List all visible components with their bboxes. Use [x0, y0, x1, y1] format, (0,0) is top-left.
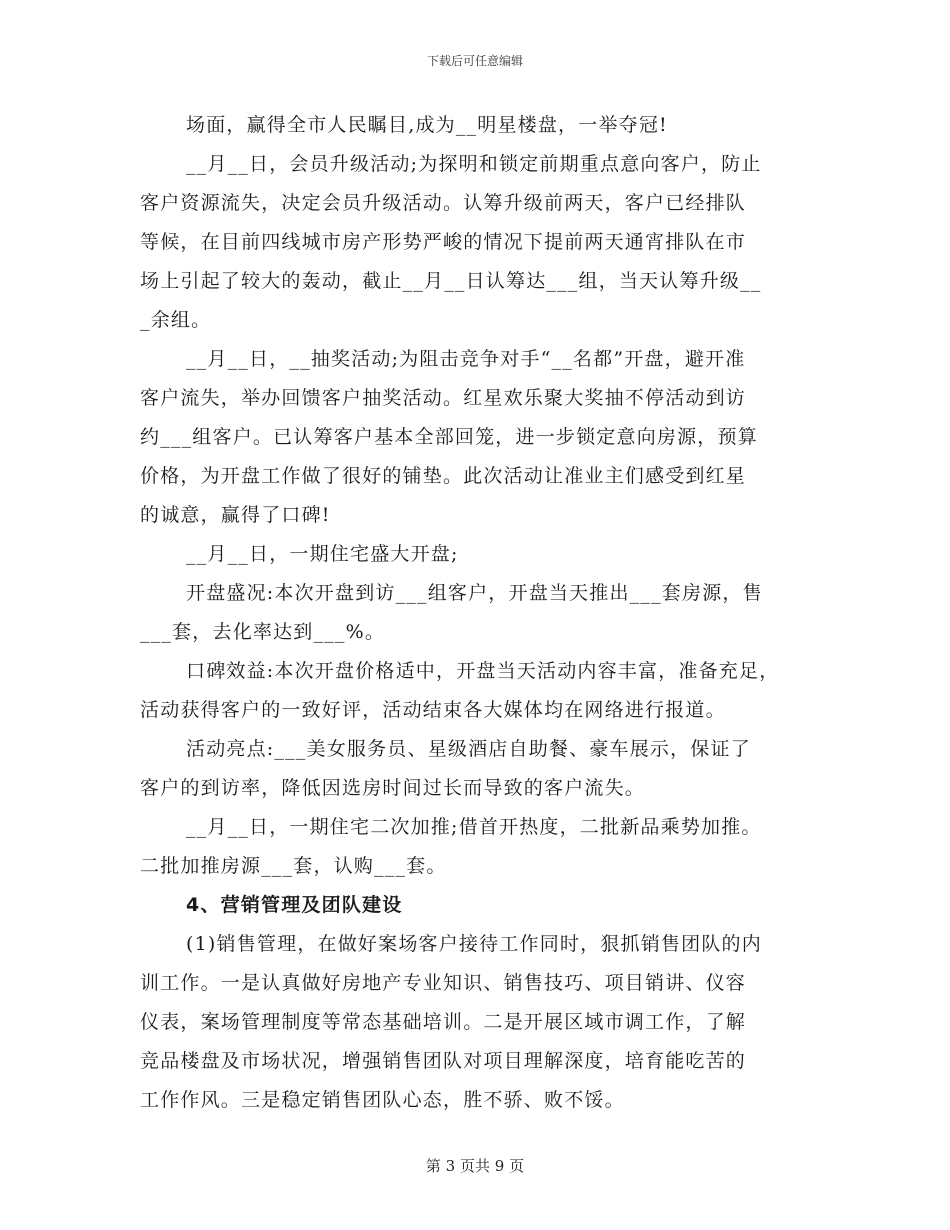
text-line: 活动获得客户的一致好评，活动结束各大媒体均在网络进行报道。	[140, 699, 726, 721]
text-line: __月__日，会员升级活动;为探明和锁定前期重点意向客户，防止	[186, 153, 762, 175]
text-line: 仪表，案场管理制度等常态基础培训。二是开展区域市调工作，了解	[140, 1011, 747, 1033]
text-line: 口碑效益:本次开盘价格适中，开盘当天活动内容丰富，准备充足，	[186, 660, 780, 682]
text-line: 价格，为开盘工作做了很好的铺垫。此次活动让准业主们感受到红星	[140, 465, 747, 487]
page-footer: 第 3 页共 9 页	[425, 1157, 525, 1175]
section-heading: 4、营销管理及团队建设	[186, 894, 403, 916]
text-line: 客户资源流失，决定会员升级活动。认筹升级前两天，客户已经排队	[140, 192, 747, 214]
page-header: 下载后可任意编辑	[426, 54, 523, 68]
text-line: 客户的到访率，降低因选房时间过长而导致的客户流失。	[140, 777, 646, 799]
text-line: 二批加推房源___套，认购___套。	[140, 855, 447, 877]
text-line: __月__日，一期住宅盛大开盘;	[186, 543, 459, 565]
text-line: 工作作风。三是稳定销售团队心态，胜不骄、败不馁。	[140, 1089, 625, 1111]
text-line: (1)销售管理，在做好案场客户接待工作同时，狠抓销售团队的内	[186, 933, 762, 955]
text-line: __月__日，一期住宅二次加推;借首开热度，二批新品乘势加推。	[186, 816, 762, 838]
text-line: 约___组客户。已认筹客户基本全部回笼，进一步锁定意向房源，预算	[140, 426, 758, 448]
text-line: 客户流失，举办回馈客户抽奖活动。红星欢乐聚大奖抽不停活动到访	[140, 387, 747, 409]
text-line: 活动亮点:___美女服务员、星级酒店自助餐、豪车展示，保证了	[186, 738, 751, 760]
text-line: 场面，赢得全市人民瞩目,成为__明星楼盘，一举夺冠!	[186, 114, 668, 136]
text-line: _余组。	[140, 309, 212, 331]
text-line: __月__日，__抽奖活动;为阻击竞争对手“__名都”开盘，避开准	[186, 348, 746, 370]
text-line: 场上引起了较大的轰动，截止__月__日认筹达___组，当天认筹升级__	[140, 270, 762, 292]
body-text	[140, 106, 820, 1120]
text-line: 训工作。一是认真做好房地产专业知识、销售技巧、项目销讲、仪容	[140, 972, 747, 994]
text-line: ___套，去化率达到___%。	[140, 621, 386, 643]
text-line: 开盘盛况:本次开盘到访___组客户，开盘当天推出___套房源，售	[186, 582, 763, 604]
text-line: 等候，在目前四线城市房产形势严峻的情况下提前两天通宵排队在市	[140, 231, 747, 253]
text-line: 的诚意，赢得了口碑!	[140, 504, 331, 526]
text-line: 竞品楼盘及市场状况，增强销售团队对项目理解深度，培育能吃苦的	[140, 1050, 747, 1072]
